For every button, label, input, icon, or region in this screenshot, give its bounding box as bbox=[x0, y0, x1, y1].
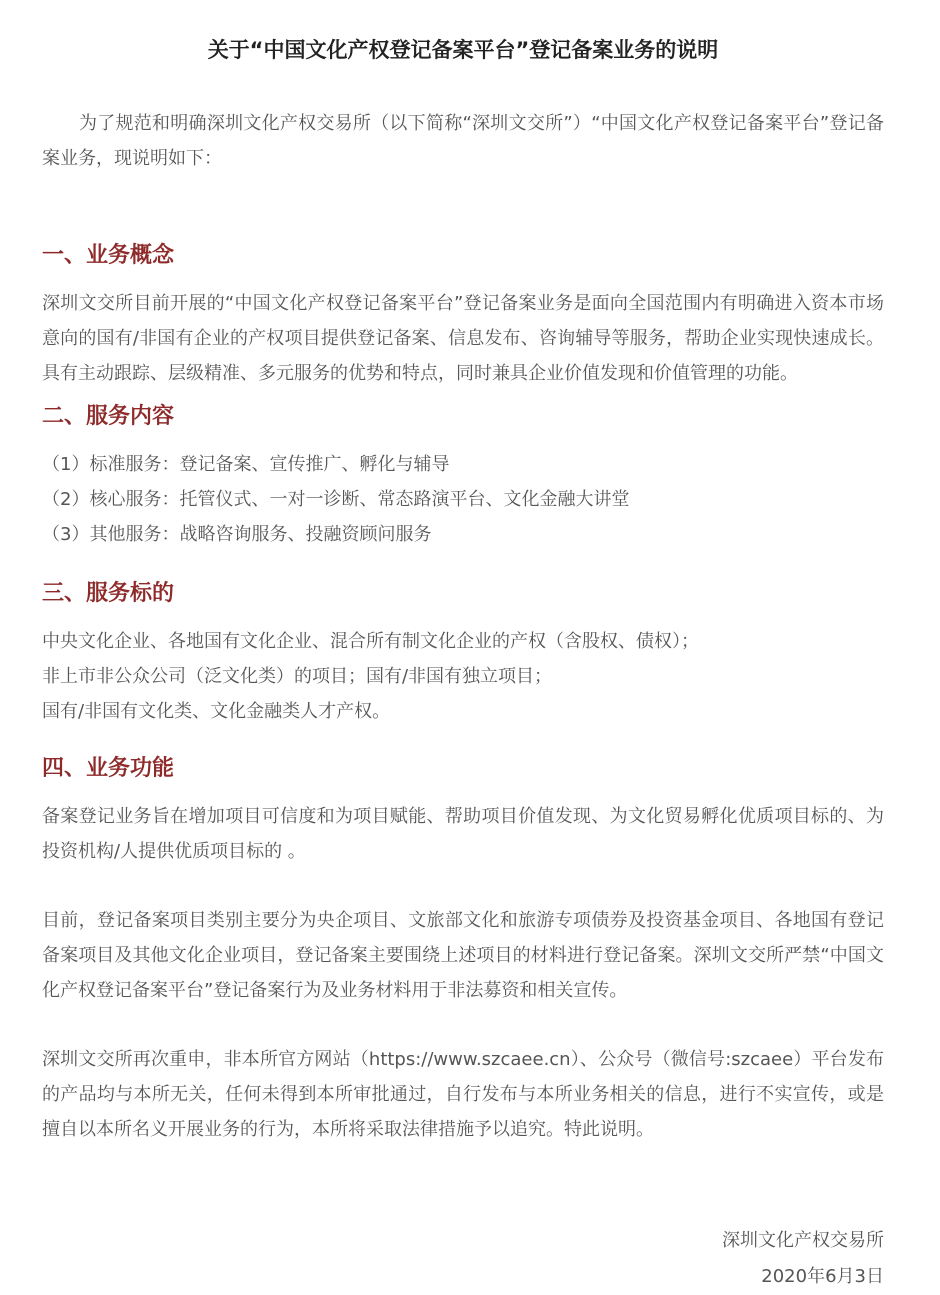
signature-org: 深圳文化产权交易所 bbox=[722, 1230, 884, 1251]
section-heading-functions: 四、业务功能 bbox=[42, 756, 175, 781]
target-item-2: 非上市非公众公司（泛文化类）的项目；国有/非国有独立项目； bbox=[42, 666, 553, 687]
section-heading-targets: 三、服务标的 bbox=[42, 581, 175, 606]
section-heading-services: 二、服务内容 bbox=[42, 404, 175, 429]
section-body-functions: 备案登记业务旨在增加项目可信度和为项目赋能、帮助项目价值发现、为文化贸易孵化优质项目标的、为投资机构/人提供优质项目标的 。 bbox=[42, 806, 884, 862]
intro-paragraph: 为了规范和明确深圳文化产权交易所（以下简称“深圳文交所”）“中国文化产权登记备案平台”登记备案业务，现说明如下： bbox=[42, 113, 884, 169]
section-body-concept: 深圳文交所目前开展的“中国文化产权登记备案平台”登记备案业务是面向全国范围内有明确进入资本市场意向的国有/非国有企业的产权项目提供登记备案、信息发布、咨询辅导等服务，帮助企业实现快速成长。具有主动跟踪、层级精准、多元服务的优势和特点，同时兼具企业价值发现和价值管理的功能。 bbox=[42, 293, 884, 384]
service-item-other: （3）其他服务：战略咨询服务、投融资顾问服务 bbox=[42, 524, 432, 545]
document-title: 关于“中国文化产权登记备案平台”登记备案业务的说明 bbox=[207, 38, 719, 62]
service-item-core: （2）核心服务：托管仪式、一对一诊断、常态路演平台、文化金融大讲堂 bbox=[42, 489, 630, 510]
target-item-3: 国有/非国有文化类、文化金融类人才产权。 bbox=[42, 701, 391, 722]
service-item-standard: （1）标准服务：登记备案、宣传推广、孵化与辅导 bbox=[42, 454, 450, 475]
project-categories-paragraph: 目前，登记备案项目类别主要分为央企项目、文旅部文化和旅游专项债券及投资基金项目、各地国有登记备案项目及其他文化企业项目，登记备案主要围绕上述项目的材料进行登记备案。深圳文交所严禁“中国文化产权登记备案平台”登记备案行为及业务材料用于非法募资和相关宣传。 bbox=[42, 910, 884, 1001]
disclaimer-paragraph: 深圳文交所再次重申，非本所官方网站（https://www.szcaee.cn）、公众号（微信号:szcaee）平台发布的产品均与本所无关，任何未得到本所审批通过，自行发布与本所业务相关的信息，进行不实宣传，或是擅自以本所名义开展业务的行为，本所将采取法律措施予以追究。特此说明。 bbox=[42, 1049, 884, 1140]
signature-block bbox=[722, 1223, 884, 1295]
target-item-1: 中央文化企业、各地国有文化企业、混合所有制文化企业的产权（含股权、债权）； bbox=[42, 631, 699, 652]
section-heading-concept: 一、业务概念 bbox=[42, 243, 175, 268]
signature-date: 2020年6月3日 bbox=[761, 1266, 884, 1287]
